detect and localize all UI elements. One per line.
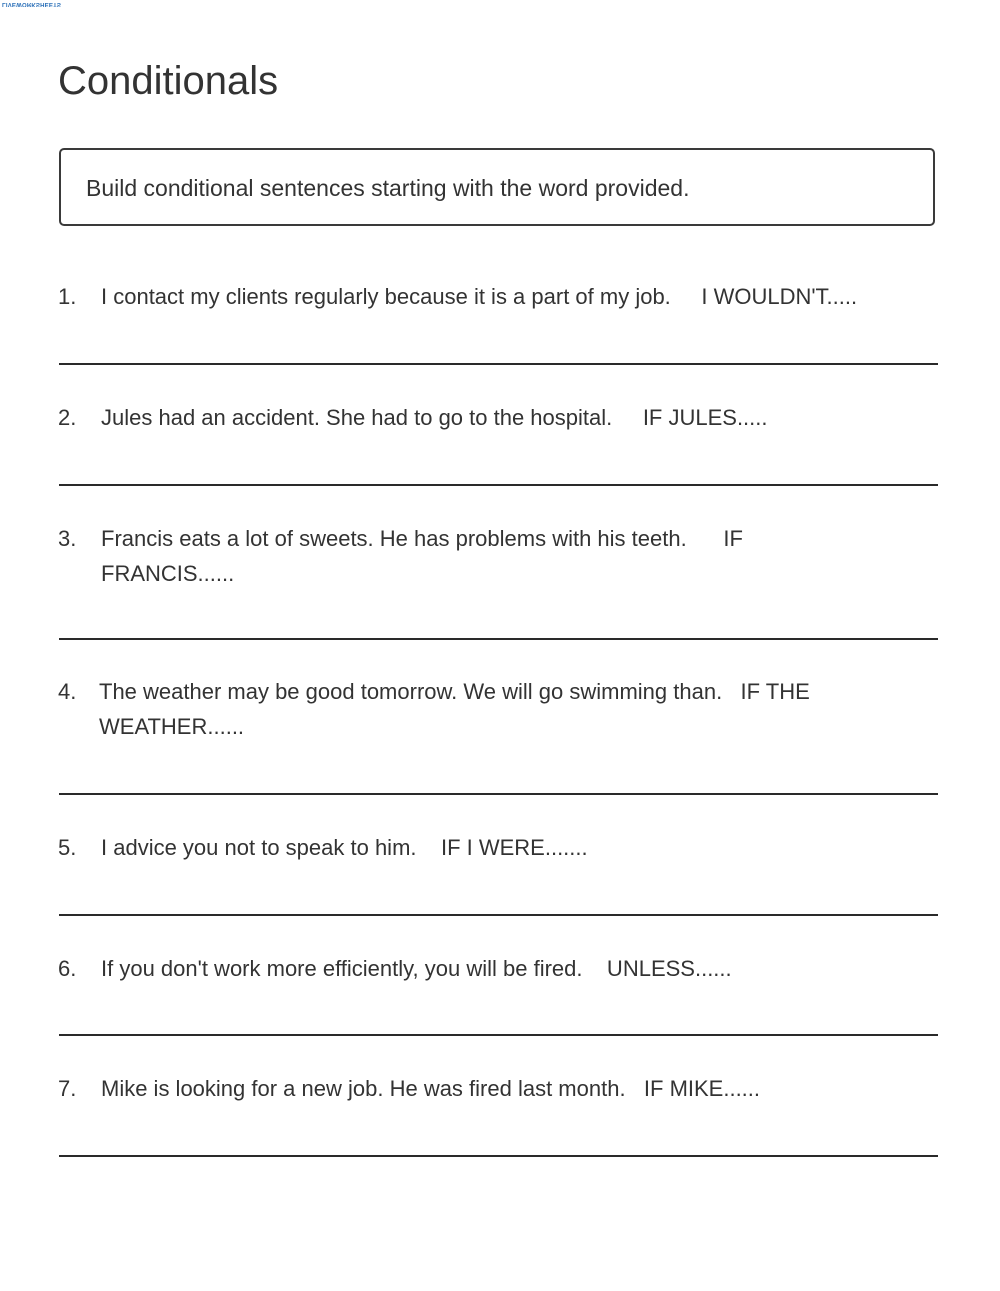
answer-line-2[interactable] [59,484,938,486]
page-title: Conditionals [58,59,279,103]
answer-line-3[interactable] [59,638,938,640]
answer-line-4[interactable] [59,793,938,795]
question-number: 1. [58,284,77,309]
question-number: 4. [58,679,77,704]
liveworksheets-logo: LIVEWORKSHEETS [2,1,62,7]
instructions-text: Build conditional sentences starting with the word provided. [86,175,690,201]
question-number: 3. [58,526,77,551]
answer-line-1[interactable] [59,363,938,365]
question-text: The weather may be good tomorrow. We will go swimming than. IF THE WEATHER...... [99,679,816,739]
question-text: Mike is looking for a new job. He was fired last month. IF MIKE...... [101,1076,761,1101]
question-text: Jules had an accident. She had to go to the hospital. IF JULES..... [101,405,768,430]
question-text: Francis eats a lot of sweets. He has problems with his teeth. IF FRANCIS...... [101,526,750,586]
instructions-box [59,148,935,226]
question-number: 5. [58,835,77,860]
question-number: 7. [58,1076,77,1101]
answer-line-7[interactable] [59,1155,938,1157]
question-number: 6. [58,956,77,981]
question-text: If you don't work more efficiently, you will be fired. UNLESS...... [101,956,732,981]
question-number: 2. [58,405,77,430]
question-text: I contact my clients regularly because it is a part of my job. I WOULDN'T..... [101,284,858,309]
answer-line-6[interactable] [59,1034,938,1036]
question-text: I advice you not to speak to him. IF I WERE....... [101,835,588,860]
answer-line-5[interactable] [59,914,938,916]
